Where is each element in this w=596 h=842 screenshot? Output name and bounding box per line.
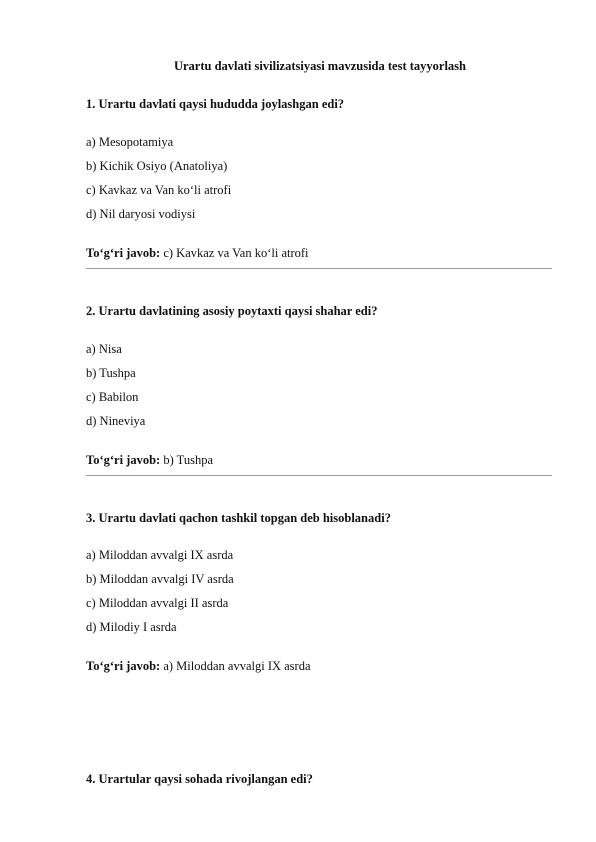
question-2-option-a: a) Nisa <box>86 342 122 356</box>
question-4: 4. Urartular qaysi sohada rivojlangan edi? <box>86 772 313 786</box>
answer-value: c) Kavkaz va Van ko‘li atrofi <box>163 246 309 260</box>
question-1-option-d: d) Nil daryosi vodiysi <box>86 207 196 221</box>
question-2-option-b: b) Tushpa <box>86 366 136 380</box>
question-1-option-b: b) Kichik Osiyo (Anatoliya) <box>86 159 228 173</box>
answer-value: b) Tushpa <box>163 453 213 467</box>
question-3-option-d: d) Milodiy I asrda <box>86 620 177 634</box>
answer-label: To‘g‘ri javob: <box>86 246 161 260</box>
question-2: 2. Urartu davlatining asosiy poytaxti qaysi shahar edi? <box>86 304 378 318</box>
question-3-option-c: c) Miloddan avvalgi II asrda <box>86 596 229 610</box>
answer-value: a) Miloddan avvalgi IX asrda <box>163 659 311 673</box>
question-3-answer <box>86 659 311 674</box>
question-1-option-c: c) Kavkaz va Van ko‘li atrofi <box>86 183 232 197</box>
divider <box>86 268 552 269</box>
question-2-option-c: c) Babilon <box>86 390 139 404</box>
question-3-option-a: a) Miloddan avvalgi IX asrda <box>86 548 234 562</box>
question-1-option-a: a) Mesopotamiya <box>86 135 174 149</box>
answer-label: To‘g‘ri javob: <box>86 659 161 673</box>
question-3: 3. Urartu davlati qachon tashkil topgan deb hisoblanadi? <box>86 511 391 525</box>
question-2-option-d: d) Nineviya <box>86 414 146 428</box>
divider <box>86 475 552 476</box>
question-3-option-b: b) Miloddan avvalgi IV asrda <box>86 572 234 586</box>
question-2-answer <box>86 453 213 468</box>
question-1-answer <box>86 246 309 261</box>
answer-label: To‘g‘ri javob: <box>86 453 161 467</box>
document-title: Urartu davlati sivilizatsiyasi mavzusida test tayyorlash <box>173 59 466 73</box>
question-1: 1. Urartu davlati qaysi hududda joylashgan edi? <box>86 97 345 111</box>
